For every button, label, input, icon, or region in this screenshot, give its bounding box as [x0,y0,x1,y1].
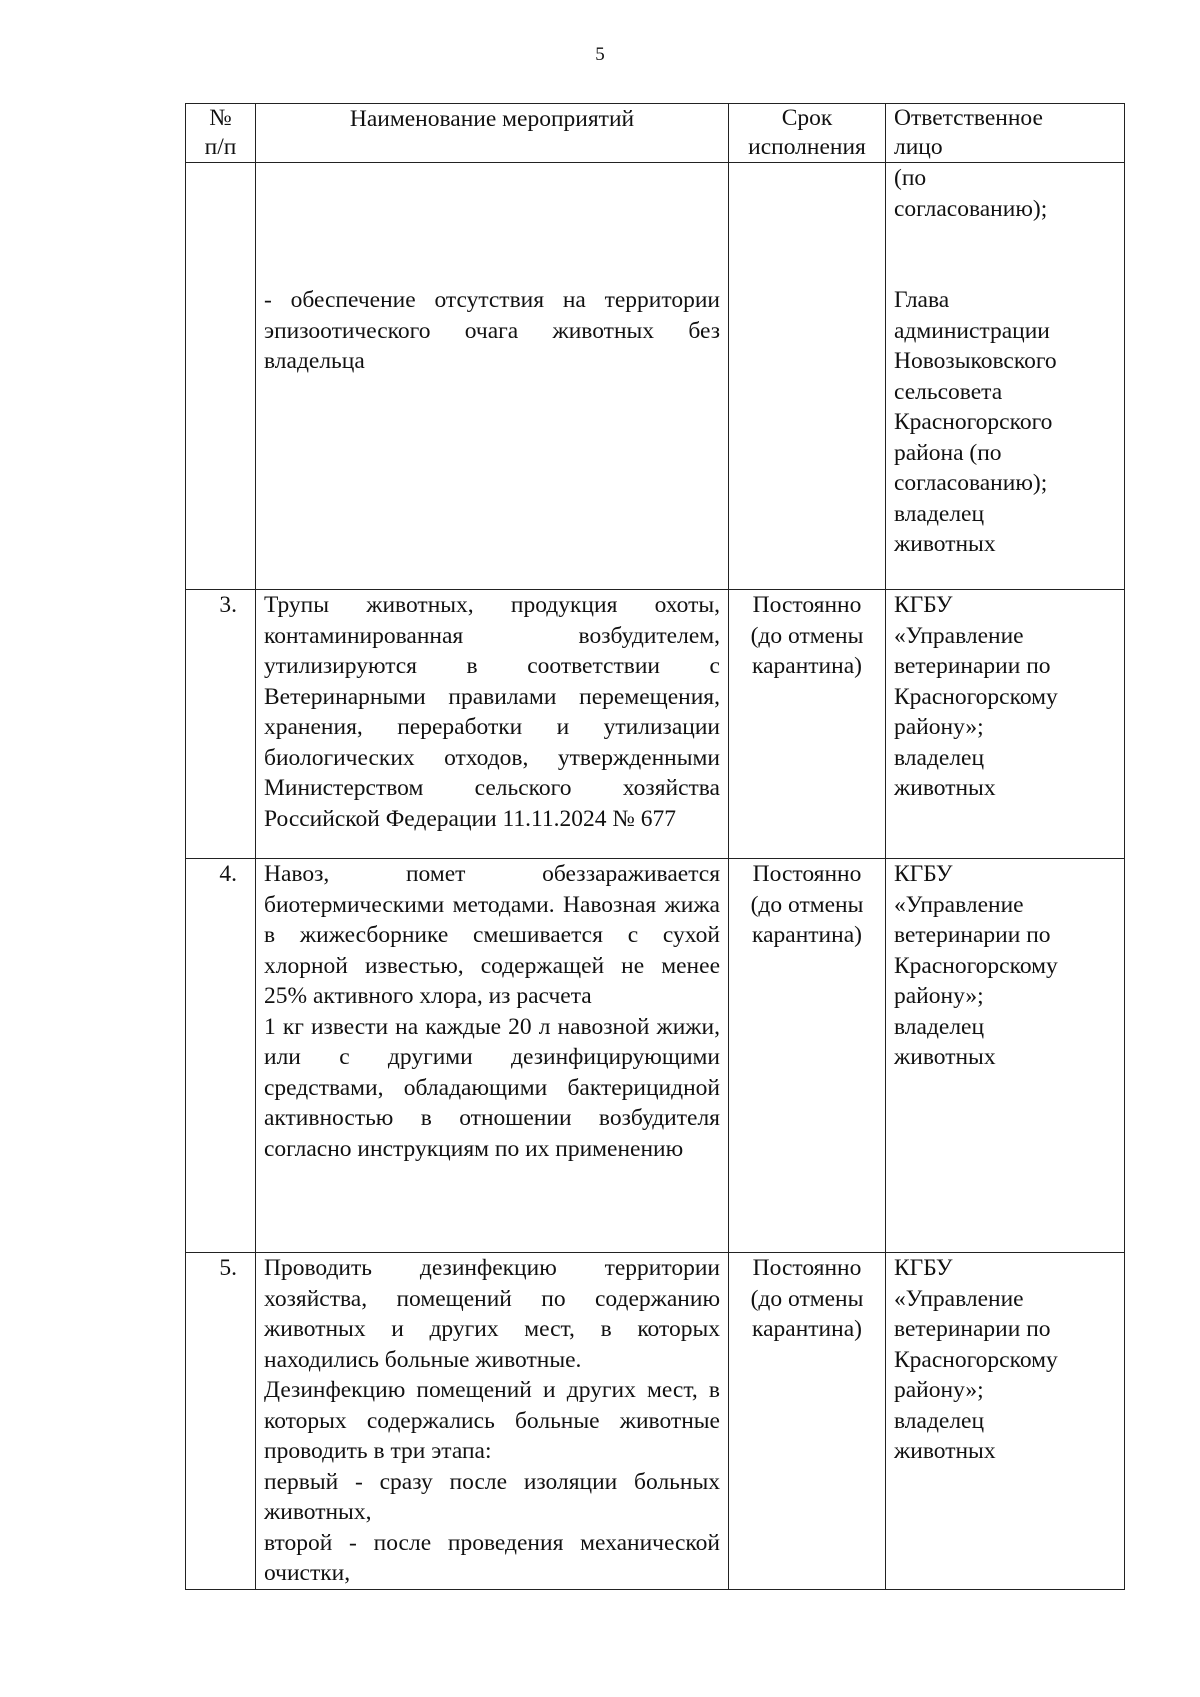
row-measure [256,859,729,1253]
responsible-line: владелец [894,744,985,771]
table-row [186,590,1125,859]
responsible-line: ветеринарии по [894,653,1051,679]
table-row [186,1253,1125,1590]
row-measure [256,590,729,859]
term-line: (до отмены [750,1285,864,1312]
header-number-line2: п/п [204,134,237,160]
responsible-line: КГБУ [894,1255,953,1281]
responsible-line: (по [894,165,927,191]
page-number: 5 [595,44,605,65]
measure-paragraph: первый - сразу после изоляции больных животных, [264,1468,720,1525]
header-responsible-line1: Ответственное [894,105,1043,131]
row-number [186,163,256,590]
responsible-line: «Управление [894,1285,1024,1312]
row-number-text: 3. [219,592,237,618]
row-responsible [886,1253,1125,1590]
header-term-line1: Срок [781,105,833,131]
spacer [264,224,720,285]
row-number-text: 5. [219,1255,237,1281]
responsible-line: Красногорского [894,409,1053,435]
measure-paragraph: - обеспечение отсутствия на территории эпизоотического очага животных без владельца [264,287,720,374]
responsible-line: КГБУ [894,592,953,618]
responsible-line: животных [894,1438,996,1464]
header-number-line1: № [209,105,232,131]
responsible-line: животных [894,1044,996,1070]
responsible-line: Новозыковского [894,348,1057,374]
responsible-line: района (по [894,439,1002,466]
responsible-line: согласованию); [894,470,1048,496]
term-line: карантина) [752,922,862,948]
term-line: карантина) [752,1316,862,1342]
responsible-line: владелец [894,1407,985,1434]
row-measure [256,1253,729,1590]
measure-paragraph: Трупы животных, продукция охоты, контаминированная возбудителем, утилизируются в соответствии с Ветеринарными правилами перемещения, хранения, переработки и утилизации биологических отходов, утвержденными Министерством сельского хозяйства Российской Федерации 11.11.2024 № 677 [264,592,720,832]
header-number [186,104,256,163]
term-line: (до отмены [750,891,864,918]
table-header-row [186,104,1125,163]
row-responsible [886,590,1125,859]
row-term [729,859,886,1253]
measure-paragraph: Проводить дезинфекцию территории хозяйства, помещений по содержанию животных и других мест, в которых находились больные животные. [264,1255,720,1373]
term-line: (до отмены [750,622,864,649]
measure-paragraph: 1 кг извести на каждые 20 л навозной жижи, или с другими дезинфицирующими средствами, обладающими бактерицидной активностью в отношении возбудителя согласно инструкциям по их применению [264,1013,720,1162]
header-term-line2: исполнения [748,134,866,160]
responsible-line: животных [894,775,996,801]
responsible-line: администрации [894,317,1050,344]
term-line: Постоянно [752,1255,862,1281]
row-responsible [886,859,1125,1253]
row-number [186,590,256,859]
row-measure [256,163,729,590]
row-responsible [886,163,1125,590]
row-number [186,859,256,1253]
term-line: Постоянно [752,592,862,618]
row-term [729,590,886,859]
responsible-line: «Управление [894,891,1024,918]
header-name: Наименование мероприятий [256,104,729,163]
responsible-line: району»; [894,983,984,1009]
responsible-line: Красногорскому [894,1346,1058,1373]
measure-paragraph: Дезинфекцию помещений и других мест, в которых содержались больные животные проводить в три этапа: [264,1377,720,1464]
spacer [264,163,720,224]
measures-table [185,103,1125,1590]
responsible-line: району»; [894,1377,984,1403]
row-number [186,1253,256,1590]
table-row [186,859,1125,1253]
responsible-line: животных [894,531,996,557]
responsible-line: владелец [894,1013,985,1040]
responsible-line: Глава [894,287,950,313]
responsible-line: ветеринарии по [894,1316,1051,1342]
responsible-line: КГБУ [894,861,953,887]
header-responsible-line2: лицо [894,134,943,160]
row-term [729,163,886,590]
header-responsible [886,104,1125,163]
term-line: карантина) [752,653,862,679]
responsible-line: Красногорскому [894,952,1058,979]
spacer [894,224,1116,285]
header-term [729,104,886,163]
responsible-line: району»; [894,714,984,740]
responsible-line: владелец [894,500,985,527]
responsible-line: «Управление [894,622,1024,649]
measure-paragraph: Навоз, помет обеззараживается биотермическими методами. Навозная жижа в жижесборнике смешивается с сухой хлорной известью, содержащей не менее 25% активного хлора, из расчета [264,861,720,1009]
responsible-line: ветеринарии по [894,922,1051,948]
responsible-line: Красногорскому [894,683,1058,710]
table-row [186,163,1125,590]
responsible-line: согласованию); [894,195,1048,222]
row-term [729,1253,886,1590]
row-number-text: 4. [219,861,237,887]
responsible-line: сельсовета [894,378,1003,405]
measure-paragraph: второй - после проведения механической очистки, [264,1529,720,1586]
term-line: Постоянно [752,861,862,887]
